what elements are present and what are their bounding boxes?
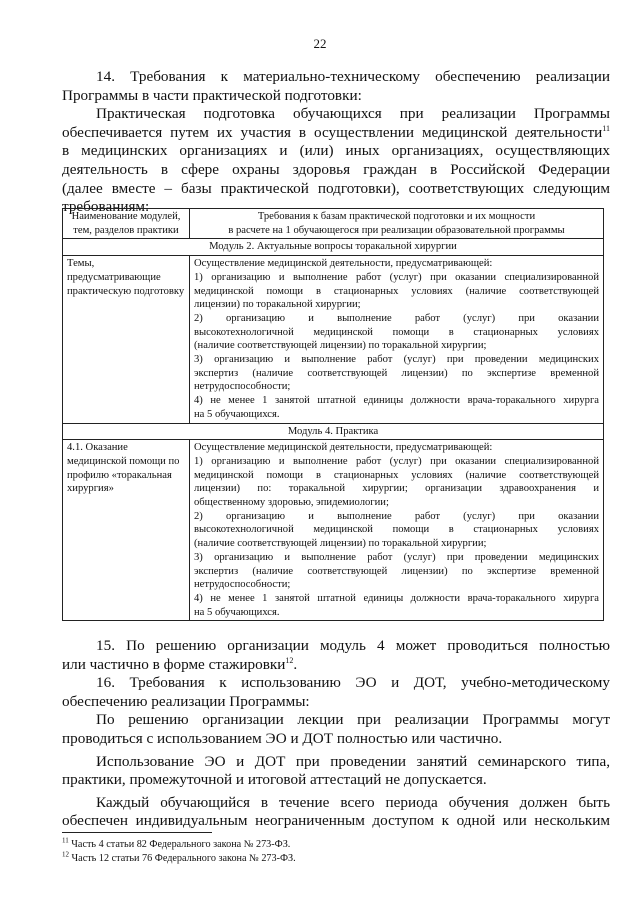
requirements-table (62, 208, 604, 621)
section-14-para-line: обеспечивается путем их участия в осуществлении медицинской деятельности$^{11}$ (62, 123, 610, 141)
module-2-title: Модуль 2. Актуальные вопросы торакальной хирургии (63, 239, 604, 256)
footnote-11: $^{11}$ Часть 4 статьи 82 Федерального закона № 273-ФЗ. (62, 836, 291, 850)
section-16-para: проводиться с использованием ЭО и ДОТ полностью или частично. (62, 729, 503, 747)
section-14-para-line: в медицинских организациях и (или) иных организациях, осуществляющих (62, 142, 610, 160)
footnote-ref-11[interactable]: 11 (602, 123, 610, 133)
table-row (63, 423, 604, 440)
section-14-heading-line1: 14. Требования к материально-техническому обеспечению реализации (96, 68, 610, 85)
footnote-ref-12[interactable]: 12 (285, 655, 294, 665)
row-topics-label: Темы, предусматривающие практическую подготовку (63, 256, 190, 423)
section-14-heading-line2: Программы в части практической подготовки: (62, 86, 362, 104)
row-practice-label: 4.1. Оказание медицинской помощи по профилю «торакальная хирургия» (63, 440, 190, 621)
section-16-heading-line2: обеспечению реализации Программы: (62, 692, 310, 710)
page-number: 22 (313, 36, 327, 51)
section-15-line2: или частично в форме стажировки$^{12}$. (62, 655, 298, 673)
table-header-row (63, 209, 604, 239)
section-14-para-line: требованиям: (62, 198, 150, 216)
section-15-16 (62, 637, 610, 831)
section-14-para-line: Практическая подготовка обучающихся при реализации Программы (96, 105, 610, 123)
header-col-modules: Наименование модулей, тем, разделов практики (63, 209, 190, 239)
table-row (63, 256, 604, 423)
section-16-para: Каждый обучающийся в течение всего периода обучения должен быть (96, 793, 610, 811)
table-row (63, 440, 604, 621)
module-4-title: Модуль 4. Практика (63, 423, 604, 440)
table-row (63, 239, 604, 256)
row-practice-requirements: Осуществление медицинской деятельности, предусматривающей: 1) организацию и выполнение работ (услуг) при оказании специализированной медицинской помощи в стационарных условиях (наличие соответствующей лицензии) по: торакальной хирургии; организации здравоохранения и общественному здоровью, эпидемиологии; 2) организацию и выполнение работ (услуг) при оказании высокотехнологичной медицинской помощи в стационарных условиях (наличие соответствующей лицензии) по торакальной хирургии; 3) организацию и выполнение работ (услуг) при проведении медицинских экспертиз (наличие соответствующей лицензии) по экспертизе временной нетрудоспособности; 4) не менее 1 занятой штатной единицы должности врача-торакального хирурга на 5 обучающихся. (190, 440, 604, 621)
footnote-12: $^{12}$ Часть 12 статьи 76 Федерального закона № 273-ФЗ. (62, 850, 296, 864)
section-16-para: Использование ЭО и ДОТ при проведении занятий семинарского типа, (96, 752, 610, 770)
header-col-requirements: Требования к базам практической подготовки и их мощности в расчете на 1 обучающегося при реализации образовательной программы (190, 209, 604, 239)
row-topics-requirements: Осуществление медицинской деятельности, предусматривающей: 1) организацию и выполнение работ (услуг) при оказании специализированной медицинской помощи в стационарных условиях (наличие соответствующей лицензии) по торакальной хирургии; 2) организацию и выполнение работ (услуг) при оказании высокотехнологичной медицинской помощи в стационарных условиях (наличие соответствующей лицензии) по торакальной хирургии; 3) организацию и выполнение работ (услуг) при проведении медицинских экспертиз (наличие соответствующей лицензии) по экспертизе временной нетрудоспособности; 4) не менее 1 занятой штатной единицы должности врача-торакального хирурга на 5 обучающихся. (190, 256, 604, 423)
section-16-heading-line1: 16. Требования к использованию ЭО и ДОТ, учебно-методическому (96, 674, 610, 692)
section-16-para: По решению организации лекции при реализации Программы могут (96, 711, 610, 729)
section-14-para-line: деятельность в сфере охраны здоровья граждан в Российской Федерации (62, 160, 610, 178)
footnote-divider (62, 832, 212, 833)
section-14 (62, 68, 610, 217)
section-16-para: обеспечен индивидуальным неограниченным доступом к одной или нескольким (62, 812, 610, 830)
section-16-para: практики, промежуточной и итоговой аттестаций не допускается. (62, 771, 487, 789)
section-15-line1: 15. По решению организации модуль 4 может проводиться полностью (96, 637, 610, 654)
section-14-para-line: (далее вместе – базы практической подготовки), соответствующих следующим (62, 179, 610, 197)
